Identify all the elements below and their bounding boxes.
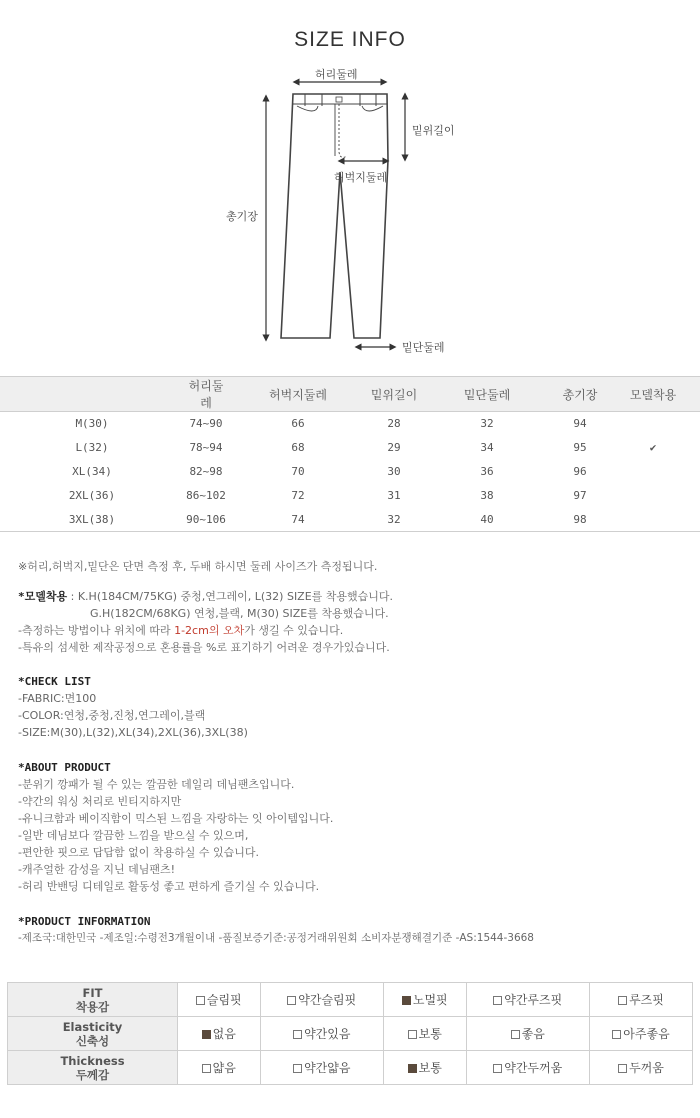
pants-illustration	[0, 60, 700, 360]
length-cell: 98	[554, 508, 606, 532]
fit-option-label: 루즈핏	[629, 993, 664, 1007]
rise-label: 밑위길이	[412, 124, 455, 137]
fit-option-label: 없음	[212, 1027, 236, 1041]
fit-option-label: 좋음	[521, 1027, 545, 1041]
list-item: -약간의 워싱 처리로 빈티지하지만	[18, 795, 182, 808]
fit-option	[589, 1051, 692, 1085]
header-cell: 밑단둘레	[420, 377, 554, 412]
fit-option-label: 약간두꺼움	[504, 1061, 563, 1075]
empty-box-icon	[196, 996, 205, 1005]
rise-cell: 28	[387, 417, 401, 431]
hem-cell: 38	[480, 489, 494, 502]
model-cell	[606, 412, 700, 436]
label-ko: 두께감	[75, 1067, 110, 1082]
empty-box-icon	[287, 996, 296, 1005]
header-cell: 밑위길이	[368, 377, 420, 412]
rise-cell: 31	[387, 489, 401, 502]
fit-row	[8, 1051, 693, 1085]
fit-option	[260, 1051, 383, 1085]
header-cell: 모델착용	[606, 377, 700, 412]
error-highlight: 1-2cm의 오차	[174, 624, 245, 637]
fit-option-label: 보통	[418, 1061, 442, 1075]
label-ko: 착용감	[75, 999, 110, 1014]
model-line-1: : K.H(184CM/75KG) 중청,연그레이, L(32) SIZE를 착용했습니다.	[67, 590, 394, 603]
header-cell: 총기장	[554, 377, 606, 412]
empty-box-icon	[612, 1030, 621, 1039]
label-ko: 신축성	[75, 1033, 110, 1048]
length-label: 총기장	[226, 210, 258, 223]
rise-cell: 29	[387, 441, 401, 454]
product-information-heading: *PRODUCT INFORMATION	[18, 915, 151, 928]
error-note: -측정하는 방법이나 위치에 따라 1-2cm의 오차가 생길 수 있습니다.	[18, 624, 344, 637]
fabric-note: -특유의 섬세한 제작공정으로 혼용률을 %로 표기하기 어려운 경우가있습니다.	[18, 641, 390, 654]
about-product-section	[18, 759, 688, 895]
fit-option-label: 약간있음	[304, 1027, 351, 1041]
empty-box-icon	[493, 1064, 502, 1073]
fit-option	[178, 1017, 261, 1051]
table-row	[0, 460, 700, 484]
empty-box-icon	[511, 1030, 520, 1039]
waist-cell: 86~102	[186, 489, 226, 502]
checked-box-icon	[408, 1064, 417, 1073]
fit-option	[260, 1017, 383, 1051]
thigh-cell: 74	[228, 508, 368, 532]
page-title: SIZE INFO	[294, 28, 406, 51]
fit-option	[383, 983, 466, 1017]
size-cell: XL(34)	[72, 465, 112, 478]
fit-option-label: 약간얇음	[304, 1061, 351, 1075]
size-cell: M(30)	[75, 417, 109, 431]
fit-option	[589, 983, 692, 1017]
list-item: -허리 반밴딩 디테일로 활동성 좋고 편하게 즐기실 수 있습니다.	[18, 880, 320, 893]
check-icon: ✔	[649, 441, 657, 454]
fit-option	[178, 1051, 261, 1085]
fit-row	[8, 1017, 693, 1051]
size-cell: 2XL(36)	[68, 489, 116, 502]
fit-option-label: 얇음	[212, 1061, 236, 1075]
empty-box-icon	[293, 1064, 302, 1073]
size-cell: L(32)	[75, 441, 109, 454]
empty-box-icon	[618, 1064, 627, 1073]
length-cell: 97	[573, 489, 587, 502]
check-list-heading: *CHECK LIST	[18, 675, 91, 688]
list-item: -유니크함과 베이직함이 믹스된 느낌을 자랑하는 잇 아이템입니다.	[18, 812, 334, 825]
fit-option-label: 노멀핏	[412, 993, 448, 1007]
check-list-section	[18, 673, 688, 741]
label-en: FIT	[82, 985, 103, 1000]
fit-option-label: 슬림핏	[206, 993, 242, 1007]
rise-cell: 30	[387, 465, 401, 478]
label-en: Thickness	[60, 1053, 125, 1068]
hem-cell: 32	[480, 417, 494, 431]
list-item: -일반 데님보다 깔끔한 느낌을 받으실 수 있으며,	[18, 829, 249, 842]
checked-box-icon	[202, 1030, 211, 1039]
measure-note: ※허리,허벅지,밑단은 단면 측정 후, 두배 하시면 둘레 사이즈가 측정됩니다.	[18, 560, 378, 573]
waist-cell: 78~94	[189, 441, 223, 454]
fit-option	[383, 1051, 466, 1085]
thigh-cell: 66	[291, 417, 305, 431]
model-heading: *모델착용	[18, 590, 68, 603]
length-cell: 95	[573, 441, 587, 454]
thigh-cell: 68	[291, 441, 305, 454]
list-item: -편안한 핏으로 답답함 없이 착용하실 수 있습니다.	[18, 846, 259, 859]
thigh-label: 허벅지둘레	[334, 171, 388, 184]
fit-row-label	[8, 1017, 178, 1051]
size-table-header	[0, 377, 700, 412]
model-cell	[606, 508, 700, 532]
pants-diagram	[0, 60, 700, 360]
fit-option	[178, 983, 261, 1017]
list-item: -COLOR:연청,중청,진청,연그레이,블랙	[18, 709, 206, 722]
waist-cell: 90~106	[184, 508, 228, 532]
waist-label: 허리둘레	[315, 68, 358, 81]
size-table	[0, 376, 700, 532]
header-cell: 허리둘레	[184, 377, 228, 412]
hem-cell: 34	[480, 441, 494, 454]
fit-option-label: 보통	[418, 1027, 442, 1041]
model-cell	[606, 484, 700, 508]
rise-cell: 32	[368, 508, 420, 532]
label-en: Elasticity	[62, 1019, 123, 1034]
fit-row	[8, 983, 693, 1017]
fit-option-label: 약간슬림핏	[298, 993, 357, 1007]
about-product-heading: *ABOUT PRODUCT	[18, 761, 111, 774]
empty-box-icon	[493, 996, 502, 1005]
fit-table	[7, 982, 693, 1085]
fit-option	[589, 1017, 692, 1051]
pants-outline	[281, 94, 388, 338]
fit-option	[383, 1017, 466, 1051]
table-row	[0, 412, 700, 436]
fit-option	[466, 1017, 589, 1051]
fit-option-label: 약간루즈핏	[504, 993, 563, 1007]
checked-box-icon	[402, 996, 411, 1005]
fit-row-label	[8, 983, 178, 1017]
header-cell	[0, 377, 184, 412]
product-information-section	[18, 913, 688, 947]
list-item: -캐주얼한 감성을 지닌 데님팬츠!	[18, 863, 176, 876]
list-item: -SIZE:M(30),L(32),XL(34),2XL(36),3XL(38)	[18, 726, 248, 739]
fit-option-label: 아주좋음	[623, 1027, 670, 1041]
fit-row-label	[8, 1051, 178, 1085]
hem-label: 밑단둘레	[402, 341, 445, 354]
fit-option	[260, 983, 383, 1017]
hem-cell: 36	[480, 465, 494, 478]
list-item: -분위기 깡패가 될 수 있는 깔끔한 데일리 데님팬츠입니다.	[18, 778, 295, 791]
waist-cell: 74~90	[189, 417, 223, 431]
empty-box-icon	[202, 1064, 211, 1073]
table-row	[0, 436, 700, 460]
fit-option	[466, 983, 589, 1017]
fit-option	[466, 1051, 589, 1085]
thigh-cell: 72	[291, 489, 305, 502]
table-row	[0, 508, 700, 532]
model-cell	[606, 460, 700, 484]
waist-cell: 82~98	[189, 465, 223, 478]
product-information-line: -제조국:대한민국 -제조일:수령전3개월이내 -품질보증기준:공정거래위원회 소비자분쟁해결기준 -AS:1544-3668	[18, 932, 534, 944]
empty-box-icon	[293, 1030, 302, 1039]
length-cell: 94	[573, 417, 587, 431]
header-cell: 허벅지둘레	[228, 377, 368, 412]
measure-note-section	[18, 558, 688, 575]
table-row	[0, 484, 700, 508]
model-line-2: G.H(182CM/68KG) 연청,블랙, M(30) SIZE를 착용했습니다.	[90, 607, 389, 620]
fit-option-label: 두꺼움	[629, 1061, 664, 1075]
empty-box-icon	[618, 996, 627, 1005]
hem-cell: 40	[420, 508, 554, 532]
empty-box-icon	[408, 1030, 417, 1039]
list-item: -FABRIC:면100	[18, 692, 97, 705]
model-section	[18, 588, 688, 656]
length-cell: 96	[573, 465, 587, 478]
size-cell: 3XL(38)	[0, 508, 184, 532]
thigh-cell: 70	[291, 465, 305, 478]
